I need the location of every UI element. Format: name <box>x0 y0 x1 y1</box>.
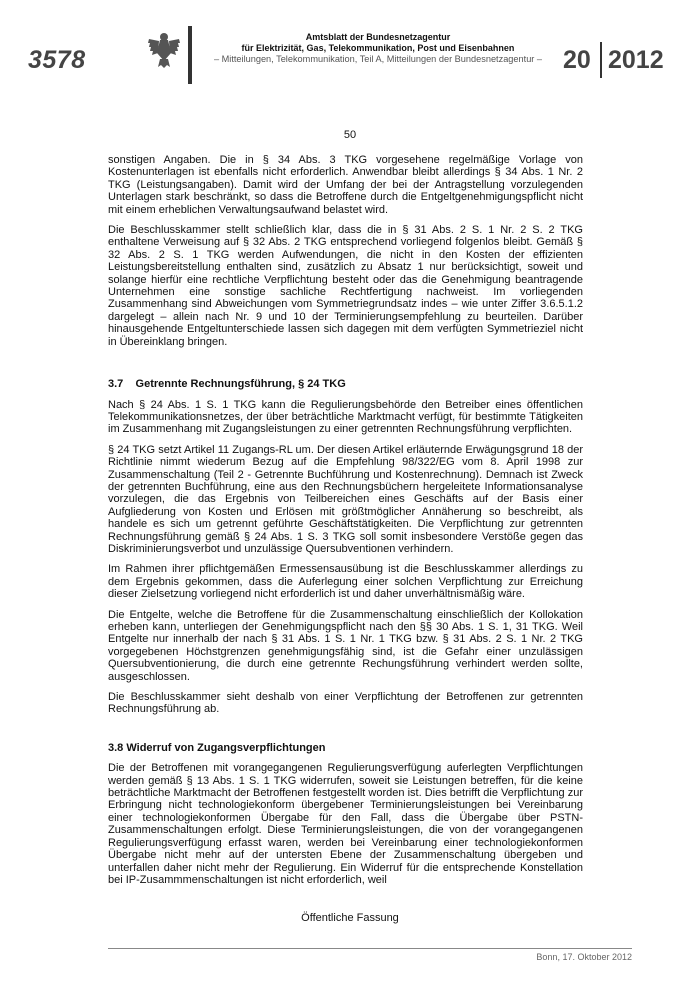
paragraph: Die Beschlusskammer sieht deshalb von einer Verpflichtung der Betroffenen zur getrennten Rechnungsführung ab. <box>108 691 583 716</box>
footer-date: Bonn, 17. Oktober 2012 <box>536 952 632 962</box>
paragraph: Die der Betroffenen mit vorangegangenen Regulierungsverfügung auferlegten Verpflichtungen werden gemäß § 13 Abs. 1 S. 1 TKG widerrufen, soweit sie Leistungen betreffen, für die keine beträchtliche Marktmacht der Betroffenen festgestellt worden ist. Dies betrifft die Verpflichtung zur Erbringung nicht technologiekonform übergebener Terminierungsleistungen bei Vereinbarung einer technologiekonformen Übergabe für den Fall, dass die Übergabe über PSTN-Zusammenschaltungen erfolgt. Diese Terminierungsleistungen, die von der vorangegangenen Regulierungsverfügung erfasst waren, werden bei Vereinbarung einer technologiekonformen Übergabe nicht mehr auf der untersten Ebene der Zusammenschaltung übergeben und unterfallen daher nicht mehr der Regulierung. Ein Widerruf für die entsprechende Konstellation bei IP-Zusammmenschaltungen ist nicht erforderlich, weil <box>108 762 583 886</box>
paragraph: Im Rahmen ihrer pflichtgemäßen Ermessensausübung ist die Beschlusskammer allerdings zu dem Ergebnis gekommen, dass die Auferlegung einer solchen Verpflichtung zur Erreichung dieser Zielsetzung vorliegend nicht erforderlich ist und daher unverhältnismäßig wäre. <box>108 563 583 601</box>
paragraph: Die Entgelte, welche die Betroffene für die Zusammenschaltung einschließlich der Kollokation erheben kann, unterliegen der Genehmigungspflicht nach den §§ 30 Abs. 1 S. 1, 31 TKG. Weil Entgelte nur innerhalb der nach § 31 Abs. 1 S. 1 Nr. 1 TKG bzw. § 31 Abs. 2 S. 1 Nr. 2 TKG vorgegebenen Höchstgrenzen genehmigungsfähig sind, ist die Gefahr einer unzulässigen Quersubventionierung, die durch eine getrennte Rechungsführung verhindert werden sollte, ausgeschlossen. <box>108 608 583 683</box>
publisher-title <box>198 32 558 54</box>
paragraph: sonstigen Angaben. Die in § 34 Abs. 3 TKG vorgesehene regelmäßige Vorlage von Kostenunterlagen ist ebenfalls nicht erforderlich. Anwendbar bleibt allerdings § 34 Abs. 1 Nr. 2 TKG (Leistungsangaben). Damit wird der Umfang der bei der Antragstellung vorzulegenden Unterlagen stark beschränkt, so dass die Betroffene durch die Entgeltgenehmigungspflicht nicht mit einem erheblichen Verwaltungsaufwand belastet wird. <box>108 154 583 216</box>
document-page-number: 50 <box>343 129 357 141</box>
paragraph: Die Beschlusskammer stellt schließlich klar, dass die in § 31 Abs. 2 S. 1 Nr. 2 S. 2 TKG enthaltene Verweisung auf § 32 Abs. 2 TKG entsprechend vorliegend folgenlos bleibt. Gemäß § 32 Abs. 2 S. 1 TKG werden Aufwendungen, die nicht in den Kosten der effizienten Leistungsbereitstellung enthalten sind, zusätzlich zu Absatz 1 nur berücksichtigt, soweit und solange hierfür eine rechtliche Verpflichtung besteht oder das die Genehmigung beantragende Unternehmen eine sonstige sachliche Rechtfertigung nachweist. Im vorliegenden Zusammenhang sind Abweichungen vom Symmetriegrundsatz indes – wie unter Ziffer 3.6.5.1.2 dargelegt – allein nach Nr. 9 und 10 der Terminierungsempfehlung zu beurteilen. Darüber hinausgehende Entgeltunterschiede lassen sich dagegen mit dem verfügten Symmetrieziel nicht in Übereinklang bringen. <box>108 224 583 348</box>
publication-subtitle: – Mitteilungen, Telekommunikation, Teil A, Mitteilungen der Bundesnetzagentur – <box>213 54 543 64</box>
publisher-line-2: für Elektrizität, Gas, Telekommunikation, Post und Eisenbahnen <box>241 43 515 53</box>
section-heading-3-7: 3.7 Getrennte Rechnungsführung, § 24 TKG <box>108 378 346 391</box>
issue-year: 2012 <box>608 46 664 74</box>
paragraph: Nach § 24 Abs. 1 S. 1 TKG kann die Regulierungsbehörde den Betreiber eines öffentlichen Telekommunikationsnetzes, der über beträchtliche Marktmacht verfügt, für bestimmte Tätigkeiten im Zusammenhang mit Zugangsleistungen zu einer getrennten Rechnungsführung verpflichten. <box>108 398 583 436</box>
issue-divider <box>600 42 602 78</box>
page-number: 3578 <box>28 46 86 74</box>
footer-divider <box>108 948 632 949</box>
paragraph: § 24 TKG setzt Artikel 11 Zugangs-RL um. Der diesen Artikel erläuternde Erwägungsgrund 18 der Richtlinie nimmt wiederum Bezug auf die Empfehlung 98/322/EG vom 8. April 1998 zur Zusammenschaltung (Teil 2 - Getrennte Buchführung und Kostenrechnung). Demnach ist Zweck der getrennten Buchführung, eine aus den Rechnungsbüchern hergeleitete Informationsanalyse vorzulegen, die das Ergebnis von Teilbereichen eines Geschäfts auf der Basis einer Aufgliederung von Kosten und Erlösen mit größtmöglicher Annäherung so beschreibt, als handele es sich um getrennt geführte Geschäftstätigkeiten. Die Verpflichtung zur getrennten Rechnungsführung gemäß § 24 Abs. 1 S. 3 TKG soll somit insbesondere Verstöße gegen das Diskriminierungsverbot und unzulässige Quersubventionen verhindern. <box>108 443 583 555</box>
document-body <box>108 154 583 894</box>
federal-eagle-icon <box>147 31 181 69</box>
publisher-line-1: Amtsblatt der Bundesnetzagentur <box>305 32 451 42</box>
public-version-note: Öffentliche Fassung <box>301 912 399 924</box>
header-divider <box>188 26 192 84</box>
section-heading-3-8: 3.8 Widerruf von Zugangsverpflichtungen <box>108 741 326 754</box>
issue-number: 20 <box>563 46 591 74</box>
